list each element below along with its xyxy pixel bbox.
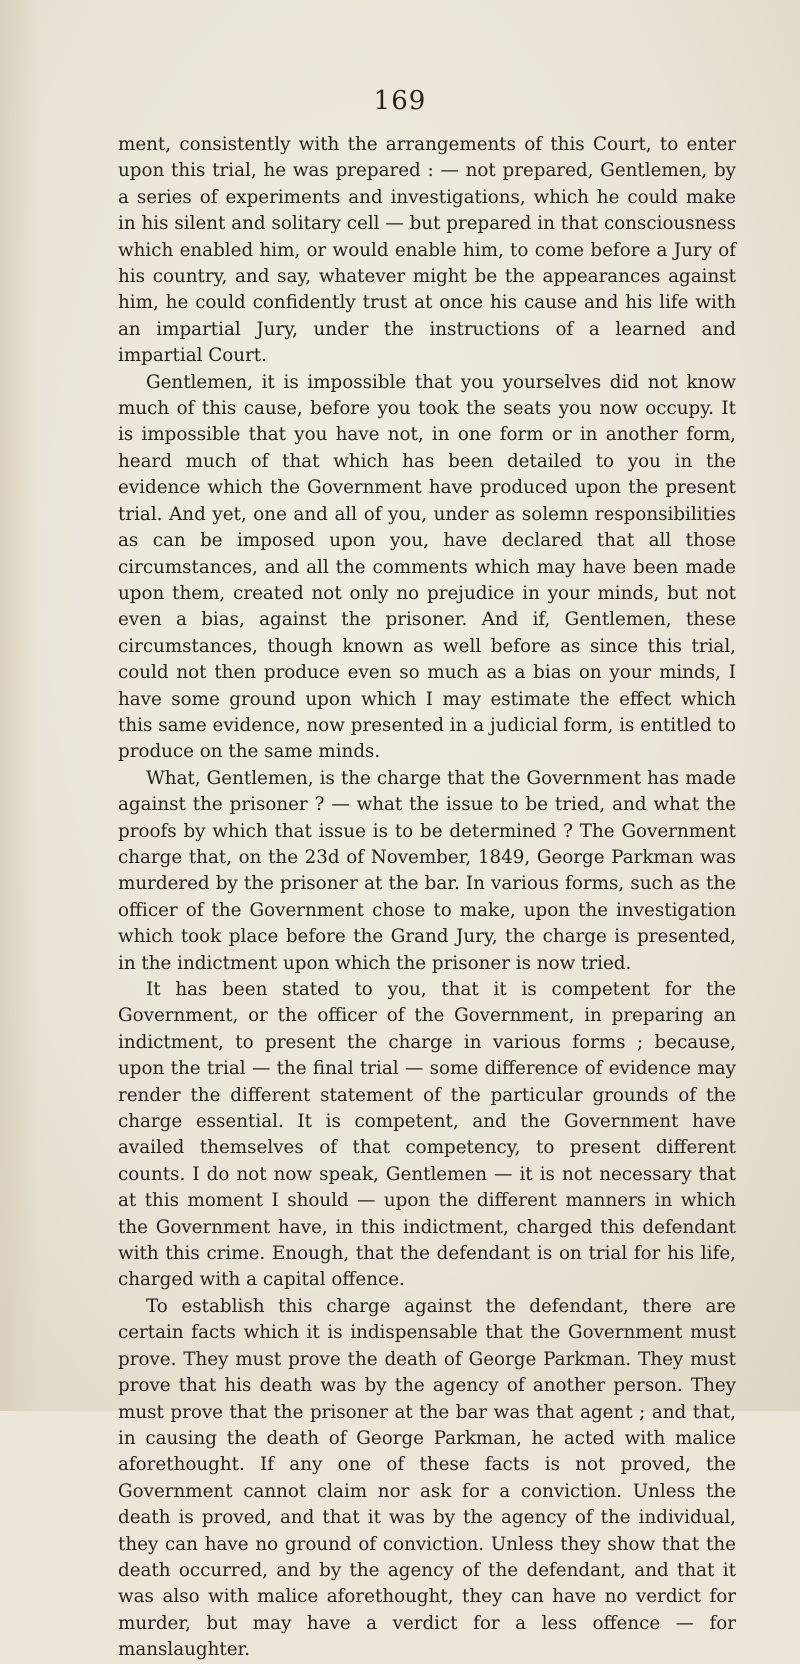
paragraph: To establish this charge against the defendant, there are certain facts which it is indispensable that the Government must prove. They must prove the death of George Parkman. They must prove that his death was by the agency of another person. They must prove that the prisoner at the bar was that agent ; and that, in causing the death of George Parkman, he acted with malice aforethought. If any one of these facts is not proved, the Government cannot claim nor ask for a conviction. Unless the death is proved, and that it was by the agency of the individual, they can have no ground of conviction. Unless they show that the death occurred, and by the agency of the defendant, and that it was also with malice aforethought, they can have no verdict for murder, but may have a verdict for a less offence — for manslaughter. (118, 1295, 736, 1661)
paragraph: It has been stated to you, that it is competent for the Government, or the officer of the Government, in preparing an indictment, to present the charge in various forms ; because, upon the trial — the final trial — some difference of evidence may render the different statement of the particular grounds of the charge essential. It is competent, and the Government have availed themselves of that competency, to present different counts. I do not now speak, Gentlemen — it is not necessary that at this moment I should — upon the different manners in which the Government have, in this indictment, charged this defendant with this crime. Enough, that the defendant is on trial for his life, charged with a capital offence. (118, 979, 736, 1291)
paragraph: Gentlemen, it is impossible that you yourselves did not know much of this cause, before you took the seats you now occupy. It is impossible that you have not, in one form or in another form, heard much of that which has been detailed to you in the evidence which the Government have produced upon the present trial. And yet, one and all of you, under as solemn responsibilities as can be imposed upon you, have declared that all those circumstances, and all the comments which may have been made upon them, created not only no prejudice in your minds, but not even a bias, against the prisoner. And if, Gentlemen, these circumstances, though known as well before as since this trial, could not then produce even so much as a bias on your minds, I have some ground upon which I may estimate the effect which this same evidence, now presented in a judicial form, is entitled to produce on the same minds. (118, 371, 736, 763)
paragraph: What, Gentlemen, is the charge that the Government has made against the prisoner ? — what the issue to be tried, and what the proofs by which that issue is to be determined ? The Government charge that, on the 23d of November, 1849, George Parkman was murdered by the prisoner at the bar. In various forms, such as the officer of the Government chose to make, upon the investigation which took place before the Grand Jury, the charge is presented, in the indictment upon which the prisoner is now tried. (118, 767, 736, 974)
page-edge-shadow (0, 0, 40, 1411)
page-number: 169 (373, 86, 427, 116)
paragraph: ment, consistently with the arrangements of this Court, to enter upon this trial, he was prepared : — not prepared, Gentlemen, by a series of experiments and investigations, which he could make in his silent and solitary cell — but prepared in that consciousness which enabled him, or would enable him, to come before a Jury of his country, and say, whatever might be the appearances against him, he could confidently trust at once his cause and his life with an impartial Jury, under the instructions of a learned and impartial Court. (118, 134, 736, 367)
body-text (118, 132, 736, 1664)
